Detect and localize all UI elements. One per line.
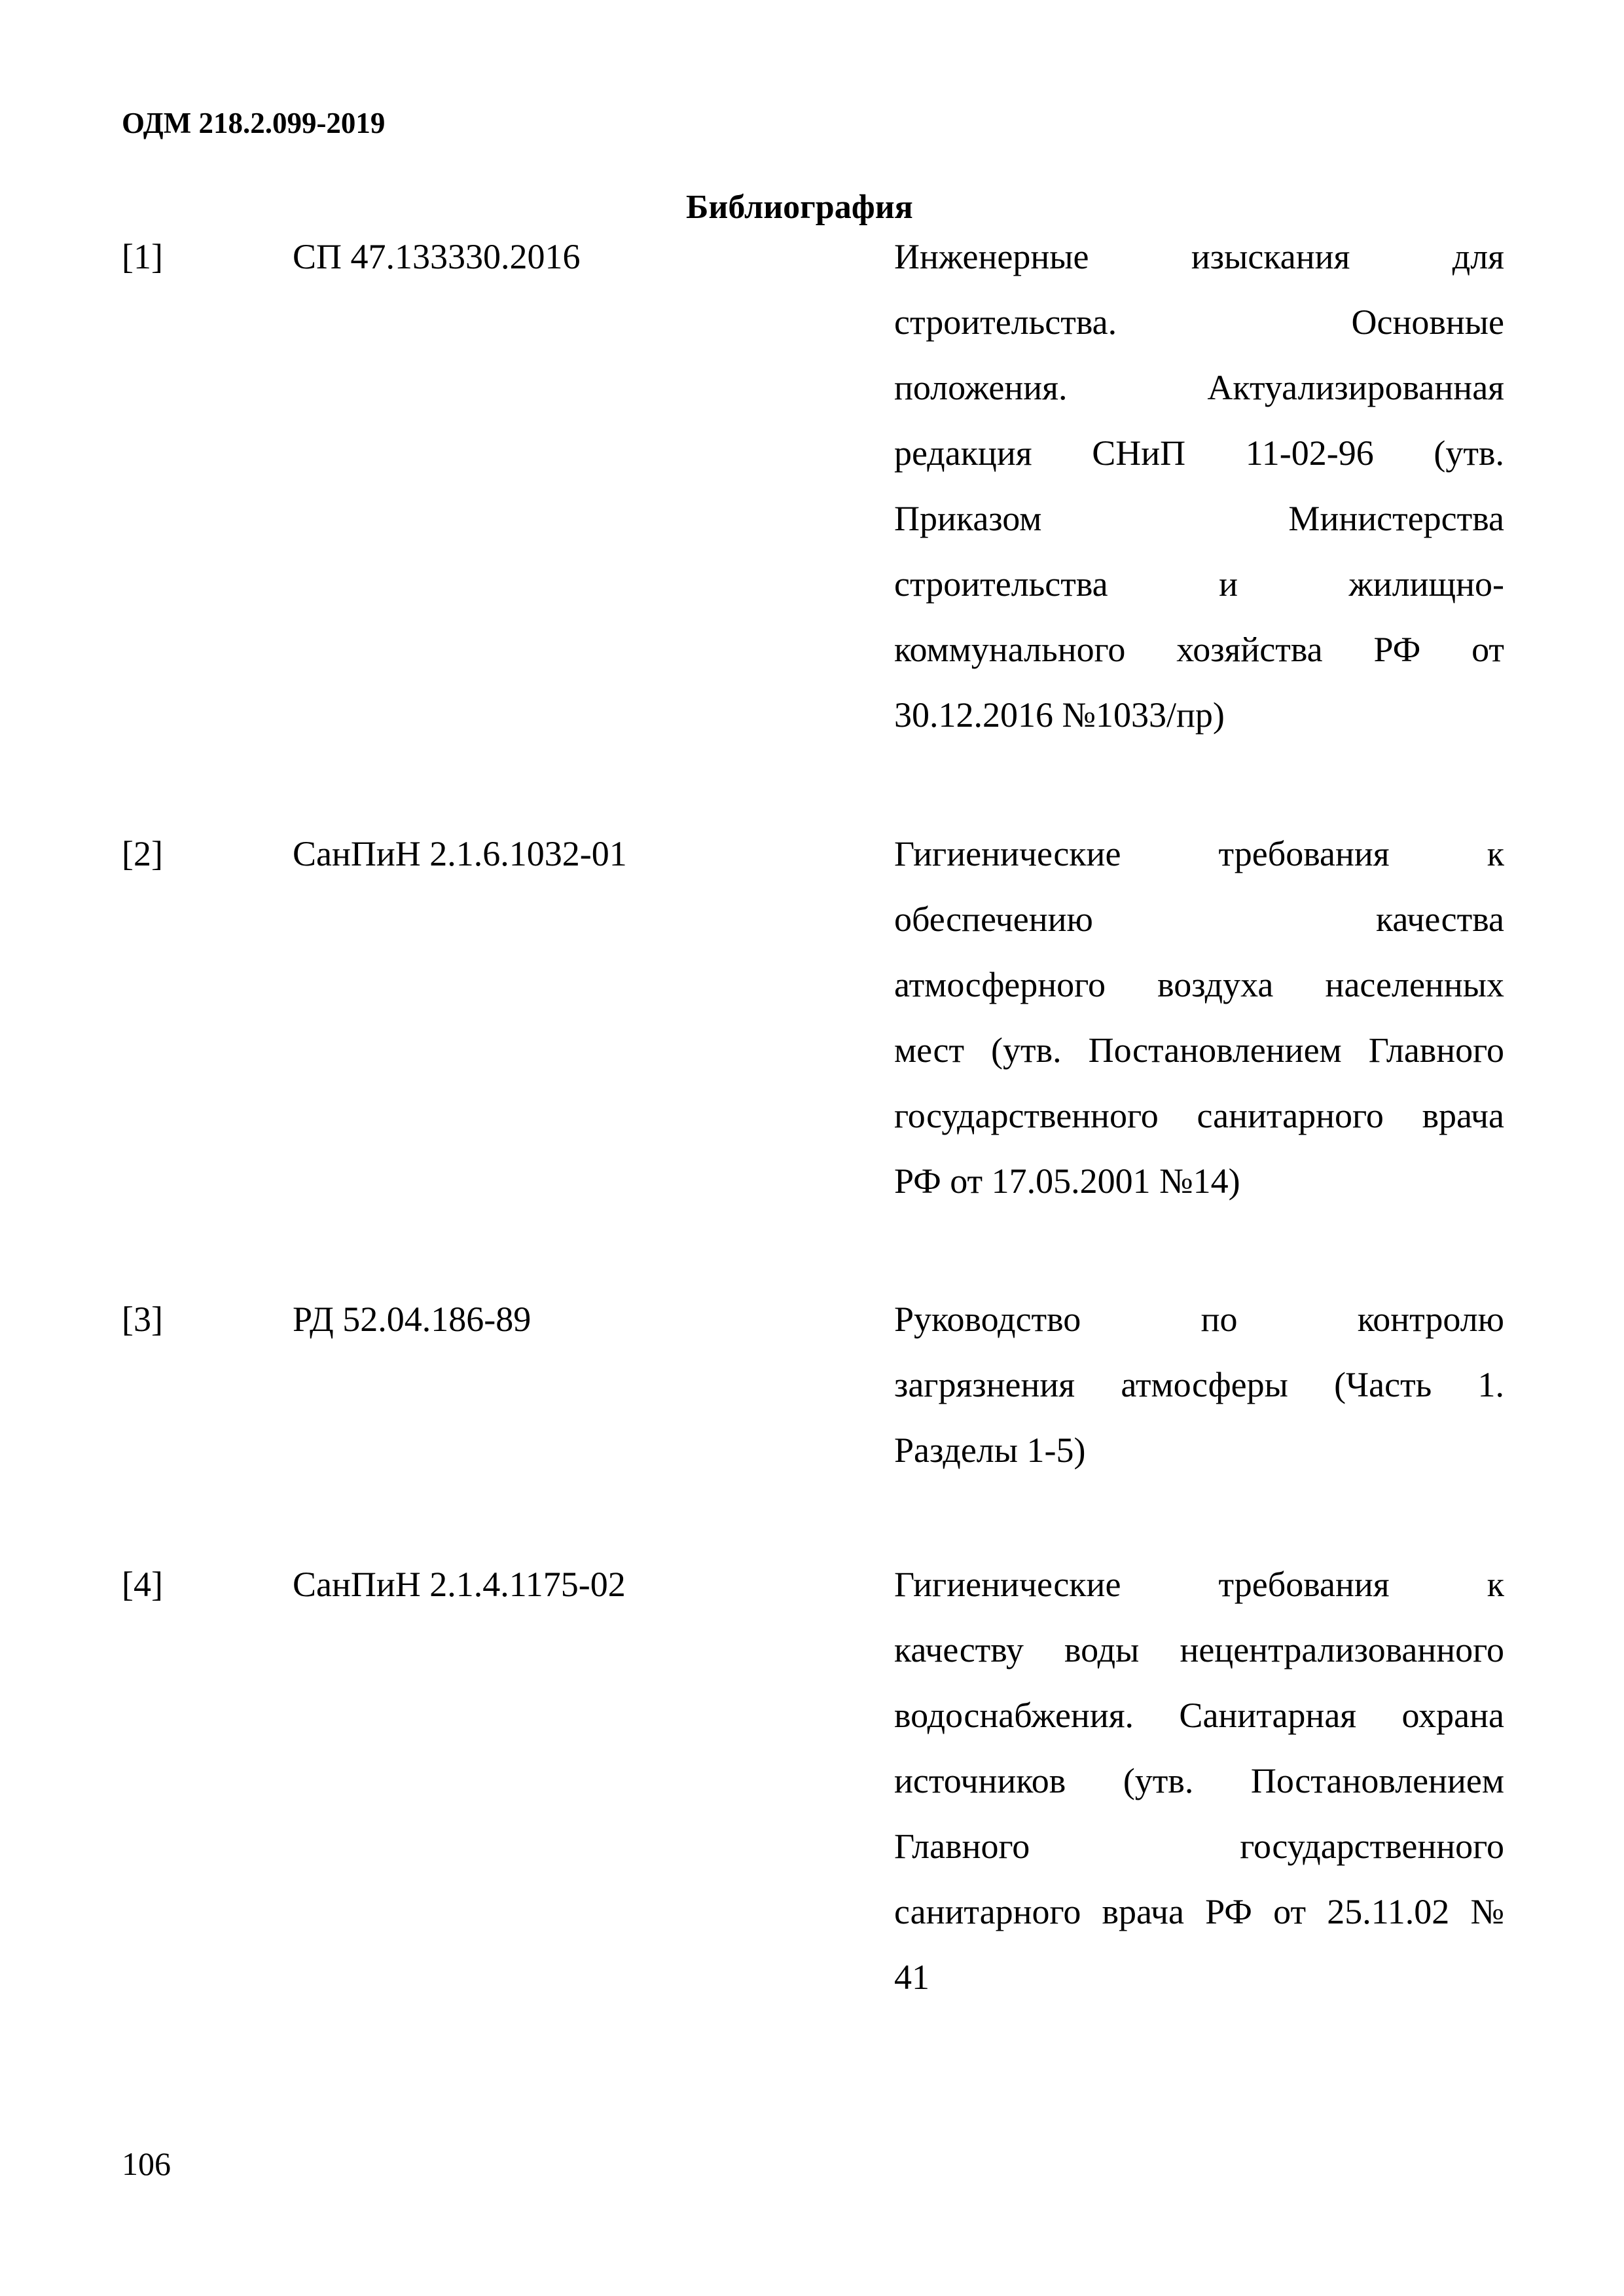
reference-number: [4]	[122, 1565, 163, 1604]
description-line: редакция СНиП 11-02-96 (утв.	[894, 433, 1504, 473]
description-line: РФ от 17.05.2001 №14)	[894, 1161, 1240, 1201]
reference-description	[894, 821, 1504, 1214]
description-line: 30.12.2016 №1033/пр)	[894, 695, 1225, 735]
description-line: государственного санитарного врача	[894, 1096, 1504, 1135]
description-line: Гигиенические требования к	[894, 1565, 1504, 1604]
description-line: Гигиенические требования к	[894, 834, 1504, 873]
description-line: Руководство по контролю	[894, 1300, 1504, 1339]
reference-description	[894, 224, 1504, 748]
reference-number: [1]	[122, 237, 163, 276]
page-number: 106	[122, 2145, 171, 2182]
description-line: источников (утв. Постановлением	[894, 1761, 1504, 1800]
description-line: Приказом Министерства	[894, 499, 1504, 538]
description-line: строительства и жилищно-	[894, 564, 1504, 604]
reference-number: [3]	[122, 1300, 163, 1339]
description-line: положения. Актуализированная	[894, 368, 1504, 407]
reference-code: РД 52.04.186-89	[293, 1300, 532, 1339]
description-line: обеспечению качества	[894, 900, 1504, 939]
description-line: 41	[894, 1958, 929, 1997]
description-line: водоснабжения. Санитарная охрана	[894, 1696, 1504, 1735]
reference-description	[894, 1286, 1504, 1483]
document-code: ОДМ 218.2.099-2019	[122, 107, 386, 139]
bibliography-title: Библиография	[686, 189, 913, 226]
reference-number: [2]	[122, 834, 163, 873]
description-line: коммунального хозяйства РФ от	[894, 630, 1504, 669]
description-line: мест (утв. Постановлением Главного	[894, 1030, 1504, 1070]
reference-code: СанПиН 2.1.4.1175-02	[293, 1565, 626, 1604]
description-line: санитарного врача РФ от 25.11.02 №	[894, 1892, 1504, 1931]
description-line: строительства. Основные	[894, 302, 1504, 342]
reference-description	[894, 1552, 1504, 2010]
description-line: Инженерные изыскания для	[894, 237, 1504, 276]
description-line: Разделы 1-5)	[894, 1430, 1086, 1470]
reference-code: СП 47.133330.2016	[293, 237, 581, 276]
description-line: качеству воды нецентрализованного	[894, 1630, 1504, 1669]
description-line: Главного государственного	[894, 1827, 1504, 1866]
description-line: атмосферного воздуха населенных	[894, 965, 1504, 1004]
description-line: загрязнения атмосферы (Часть 1.	[894, 1365, 1504, 1404]
reference-code: СанПиН 2.1.6.1032-01	[293, 834, 627, 873]
